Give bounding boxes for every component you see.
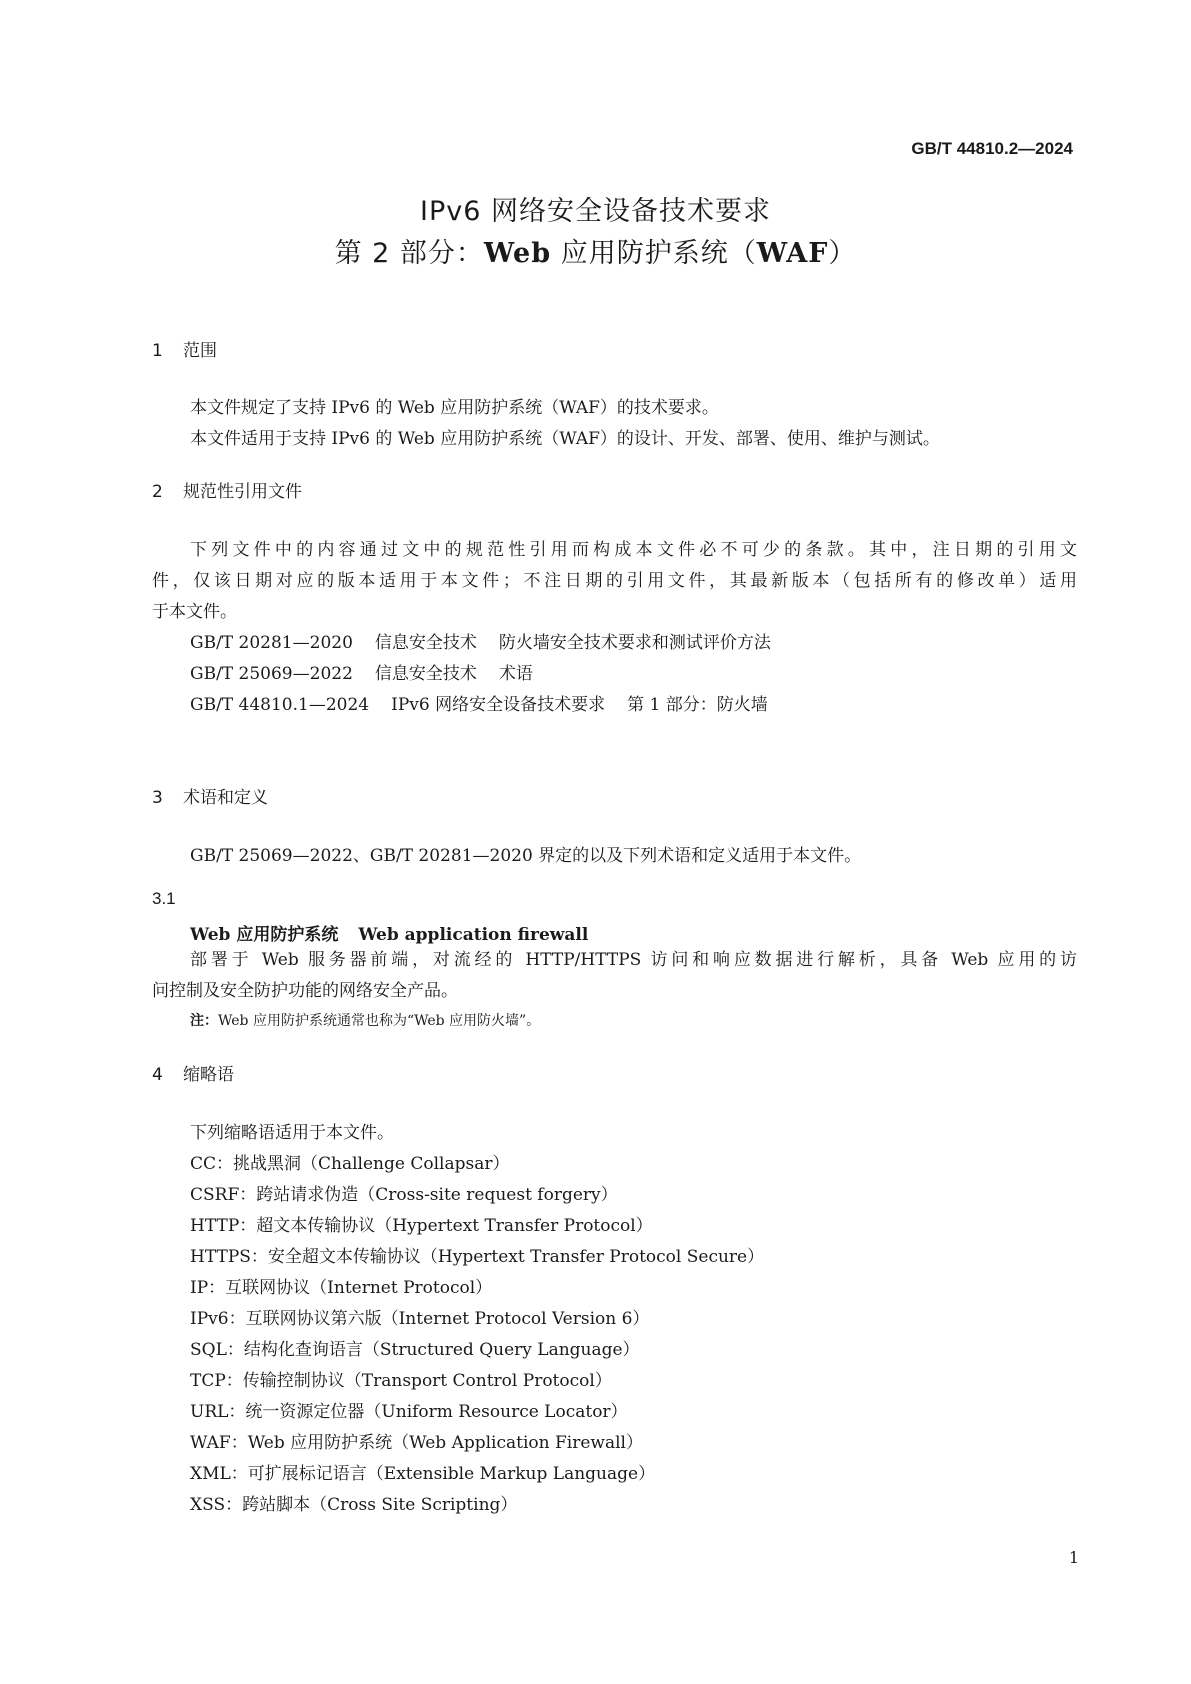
section-number: 1	[152, 341, 163, 361]
abbreviation-list	[152, 1118, 1077, 1521]
section-1-heading	[152, 340, 217, 362]
abbreviation-item: IPv6：互联网协议第六版（Internet Protocol Version 6）	[190, 1309, 650, 1329]
abbreviation-item: XSS：跨站脚本（Cross Site Scripting）	[190, 1495, 518, 1515]
reference-title: 术语	[498, 664, 533, 684]
section-title: 缩略语	[183, 1065, 234, 1085]
section-1-body	[152, 393, 1077, 455]
section-title: 范围	[183, 341, 217, 361]
reference-title: 信息安全技术	[374, 664, 477, 684]
term-number: 3.1	[152, 889, 176, 908]
abbreviation-item: HTTP：超文本传输协议（Hypertext Transfer Protocol）	[190, 1216, 653, 1236]
reference-item	[152, 628, 1077, 659]
reference-title: 第 1 部分：防火墙	[627, 695, 768, 715]
abbreviation-item: XML：可扩展标记语言（Extensible Markup Language）	[190, 1464, 656, 1484]
section-3-heading	[152, 787, 268, 809]
section-3-intro	[152, 841, 1077, 872]
title-part-suffix: ）	[828, 238, 857, 269]
document-title-line1	[0, 194, 1191, 230]
term-english: Web application firewall	[358, 925, 589, 945]
term-note	[190, 1011, 540, 1031]
reference-title: IPv6 网络安全设备技术要求	[391, 695, 606, 715]
abbreviation-item: SQL：结构化查询语言（Structured Query Language）	[190, 1340, 640, 1360]
page-number: 1	[1068, 1548, 1079, 1567]
title-line1: IPv6 网络安全设备技术要求	[420, 196, 771, 227]
title-part-prefix: 第 2 部分：	[334, 238, 484, 269]
reference-code: GB/T 20281—2020	[190, 633, 353, 653]
section-number: 3	[152, 788, 163, 808]
paragraph: GB/T 25069—2022、GB/T 20281—2020 界定的以及下列术语和定义适用于本文件。	[190, 846, 862, 866]
abbreviation-item: TCP：传输控制协议（Transport Control Protocol）	[190, 1371, 612, 1391]
abbreviation-item: CSRF：跨站请求伪造（Cross-site request forgery）	[190, 1185, 618, 1205]
term-definition	[152, 945, 1077, 1007]
section-title: 术语和定义	[183, 788, 268, 808]
paragraph-line: 于本文件。	[152, 602, 237, 622]
title-waf: WAF	[756, 238, 829, 269]
note-label: 注：	[190, 1013, 218, 1029]
term-chinese: Web 应用防护系统	[190, 925, 339, 945]
reference-title: 信息安全技术	[374, 633, 477, 653]
standard-number: GB/T 44810.2—2024	[911, 139, 1073, 158]
paragraph-line: 下列文件中的内容通过文中的规范性引用而构成本文件必不可少的条款。其中，注日期的引用文	[190, 540, 1077, 560]
paragraph: 本文件适用于支持 IPv6 的 Web 应用防护系统（WAF）的设计、开发、部署、使用、维护与测试。	[190, 429, 940, 449]
reference-code: GB/T 25069—2022	[190, 664, 353, 684]
paragraph-line: 件，仅该日期对应的版本适用于本文件；不注日期的引用文件，其最新版本（包括所有的修改单）适用	[152, 571, 1077, 591]
reference-title: 防火墙安全技术要求和测试评价方法	[498, 633, 771, 653]
note-text: Web 应用防护系统通常也称为“Web 应用防火墙”。	[218, 1013, 541, 1029]
definition-line: 问控制及安全防护功能的网络安全产品。	[152, 981, 458, 1001]
reference-item	[152, 659, 1077, 690]
section-2-body	[152, 535, 1077, 721]
title-web: Web	[483, 238, 552, 269]
definition-line: 部署于 Web 服务器前端，对流经的 HTTP/HTTPS 访问和响应数据进行解析，具备 Web 应用的访	[190, 950, 1077, 970]
reference-code: GB/T 44810.1—2024	[190, 695, 370, 715]
abbreviation-item: WAF：Web 应用防护系统（Web Application Firewall）	[190, 1433, 643, 1453]
abbreviation-item: URL：统一资源定位器（Uniform Resource Locator）	[190, 1402, 628, 1422]
abbreviation-item: IP：互联网协议（Internet Protocol）	[190, 1278, 493, 1298]
reference-item	[152, 690, 1077, 721]
abbreviation-item: HTTPS：安全超文本传输协议（Hypertext Transfer Protocol Secure）	[190, 1247, 765, 1267]
paragraph: 本文件规定了支持 IPv6 的 Web 应用防护系统（WAF）的技术要求。	[190, 398, 719, 418]
section-number: 2	[152, 482, 163, 502]
title-part-mid: 应用防护系统（	[551, 238, 757, 269]
term-name	[190, 920, 588, 945]
section-2-heading	[152, 481, 302, 503]
abbreviation-item: CC：挑战黑洞（Challenge Collapsar）	[190, 1154, 510, 1174]
document-title-line2	[0, 236, 1191, 272]
section-title: 规范性引用文件	[183, 482, 302, 502]
paragraph: 下列缩略语适用于本文件。	[190, 1123, 394, 1143]
section-4-heading	[152, 1064, 234, 1086]
section-number: 4	[152, 1065, 163, 1085]
